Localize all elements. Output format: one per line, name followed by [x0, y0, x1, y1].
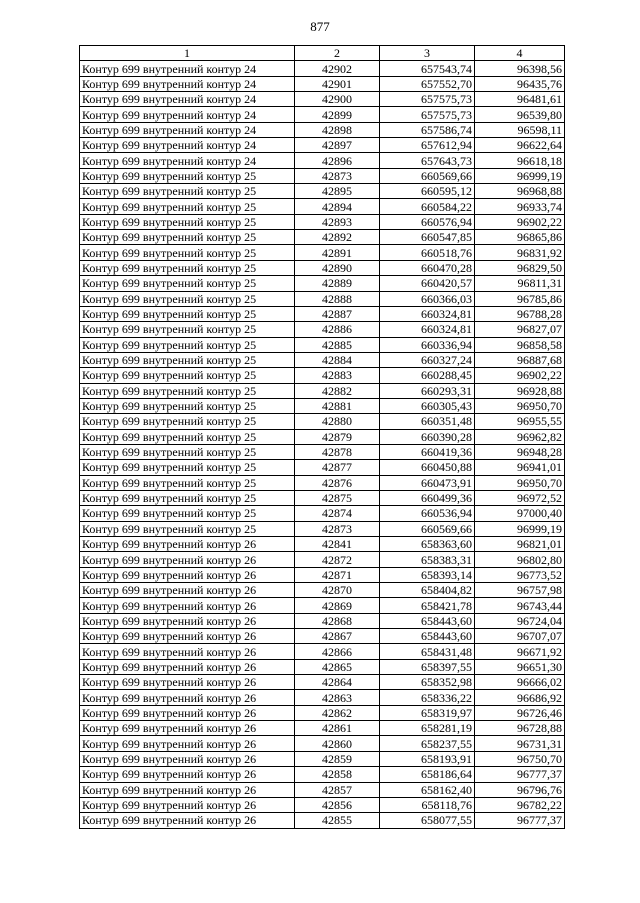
contour-name-cell: Контур 699 внутренний контур 25 [80, 214, 295, 229]
table-row [80, 322, 565, 337]
x-coordinate-cell: 660547,85 [380, 230, 475, 245]
table-row [80, 92, 565, 107]
contour-name-cell: Контур 699 внутренний контур 26 [80, 782, 295, 797]
point-number-cell: 42887 [295, 306, 380, 321]
contour-name-cell: Контур 699 внутренний контур 26 [80, 613, 295, 628]
x-coordinate-cell: 660450,88 [380, 460, 475, 475]
y-coordinate-cell: 96941,01 [475, 460, 565, 475]
contour-name-cell: Контур 699 внутренний контур 24 [80, 138, 295, 153]
point-number-cell: 42859 [295, 751, 380, 766]
contour-name-cell: Контур 699 внутренний контур 25 [80, 306, 295, 321]
x-coordinate-cell: 660288,45 [380, 368, 475, 383]
table-row [80, 168, 565, 183]
contour-name-cell: Контур 699 внутренний контур 26 [80, 675, 295, 690]
column-header: 3 [380, 46, 475, 61]
y-coordinate-cell: 96398,56 [475, 61, 565, 76]
y-coordinate-cell: 96728,88 [475, 721, 565, 736]
y-coordinate-cell: 96757,98 [475, 583, 565, 598]
x-coordinate-cell: 658443,60 [380, 629, 475, 644]
x-coordinate-cell: 658397,55 [380, 659, 475, 674]
x-coordinate-cell: 660327,24 [380, 352, 475, 367]
y-coordinate-cell: 96598,11 [475, 122, 565, 137]
table-row [80, 122, 565, 137]
x-coordinate-cell: 660576,94 [380, 214, 475, 229]
point-number-cell: 42870 [295, 583, 380, 598]
x-coordinate-cell: 660518,76 [380, 245, 475, 260]
contour-name-cell: Контур 699 внутренний контур 25 [80, 322, 295, 337]
y-coordinate-cell: 96999,19 [475, 521, 565, 536]
table-row [80, 368, 565, 383]
contour-name-cell: Контур 699 внутренний контур 26 [80, 552, 295, 567]
table-row [80, 583, 565, 598]
point-number-cell: 42898 [295, 122, 380, 137]
coordinates-table [79, 45, 565, 829]
contour-name-cell: Контур 699 внутренний контур 26 [80, 598, 295, 613]
point-number-cell: 42885 [295, 337, 380, 352]
y-coordinate-cell: 96773,52 [475, 567, 565, 582]
contour-name-cell: Контур 699 внутренний контур 24 [80, 61, 295, 76]
point-number-cell: 42860 [295, 736, 380, 751]
x-coordinate-cell: 660419,36 [380, 444, 475, 459]
table-row [80, 352, 565, 367]
point-number-cell: 42880 [295, 414, 380, 429]
y-coordinate-cell: 96950,70 [475, 398, 565, 413]
x-coordinate-cell: 660293,31 [380, 383, 475, 398]
point-number-cell: 42883 [295, 368, 380, 383]
x-coordinate-cell: 657552,70 [380, 76, 475, 91]
point-number-cell: 42882 [295, 383, 380, 398]
y-coordinate-cell: 96618,18 [475, 153, 565, 168]
x-coordinate-cell: 658319,97 [380, 705, 475, 720]
point-number-cell: 42872 [295, 552, 380, 567]
table-row [80, 797, 565, 812]
y-coordinate-cell: 96686,92 [475, 690, 565, 705]
x-coordinate-cell: 660366,03 [380, 291, 475, 306]
point-number-cell: 42892 [295, 230, 380, 245]
y-coordinate-cell: 96750,70 [475, 751, 565, 766]
x-coordinate-cell: 660324,81 [380, 322, 475, 337]
column-header: 2 [295, 46, 380, 61]
x-coordinate-cell: 658281,19 [380, 721, 475, 736]
x-coordinate-cell: 658431,48 [380, 644, 475, 659]
contour-name-cell: Контур 699 внутренний контур 25 [80, 245, 295, 260]
contour-name-cell: Контур 699 внутренний контур 26 [80, 690, 295, 705]
x-coordinate-cell: 660305,43 [380, 398, 475, 413]
x-coordinate-cell: 658363,60 [380, 537, 475, 552]
x-coordinate-cell: 658336,22 [380, 690, 475, 705]
point-number-cell: 42856 [295, 797, 380, 812]
point-number-cell: 42900 [295, 92, 380, 107]
x-coordinate-cell: 657575,73 [380, 107, 475, 122]
contour-name-cell: Контур 699 внутренний контур 25 [80, 230, 295, 245]
y-coordinate-cell: 96928,88 [475, 383, 565, 398]
point-number-cell: 42865 [295, 659, 380, 674]
point-number-cell: 42861 [295, 721, 380, 736]
contour-name-cell: Контур 699 внутренний контур 25 [80, 521, 295, 536]
y-coordinate-cell: 96782,22 [475, 797, 565, 812]
contour-name-cell: Контур 699 внутренний контур 24 [80, 76, 295, 91]
contour-name-cell: Контур 699 внутренний контур 25 [80, 291, 295, 306]
table-row [80, 444, 565, 459]
point-number-cell: 42886 [295, 322, 380, 337]
table-row [80, 230, 565, 245]
point-number-cell: 42841 [295, 537, 380, 552]
y-coordinate-cell: 96933,74 [475, 199, 565, 214]
x-coordinate-cell: 660390,28 [380, 429, 475, 444]
y-coordinate-cell: 96731,31 [475, 736, 565, 751]
table-row [80, 552, 565, 567]
contour-name-cell: Контур 699 внутренний контур 24 [80, 92, 295, 107]
point-number-cell: 42869 [295, 598, 380, 613]
point-number-cell: 42855 [295, 813, 380, 828]
y-coordinate-cell: 96858,58 [475, 337, 565, 352]
y-coordinate-cell: 96811,31 [475, 276, 565, 291]
x-coordinate-cell: 660569,66 [380, 168, 475, 183]
contour-name-cell: Контур 699 внутренний контур 24 [80, 107, 295, 122]
x-coordinate-cell: 660536,94 [380, 506, 475, 521]
y-coordinate-cell: 96539,80 [475, 107, 565, 122]
table-row [80, 276, 565, 291]
point-number-cell: 42866 [295, 644, 380, 659]
x-coordinate-cell: 658237,55 [380, 736, 475, 751]
table-row [80, 705, 565, 720]
y-coordinate-cell: 96865,86 [475, 230, 565, 245]
y-coordinate-cell: 96887,68 [475, 352, 565, 367]
x-coordinate-cell: 657612,94 [380, 138, 475, 153]
y-coordinate-cell: 96707,07 [475, 629, 565, 644]
table-row [80, 107, 565, 122]
contour-name-cell: Контур 699 внутренний контур 25 [80, 184, 295, 199]
table-row [80, 782, 565, 797]
y-coordinate-cell: 96724,04 [475, 613, 565, 628]
point-number-cell: 42873 [295, 521, 380, 536]
y-coordinate-cell: 96829,50 [475, 260, 565, 275]
point-number-cell: 42894 [295, 199, 380, 214]
table-row [80, 767, 565, 782]
y-coordinate-cell: 96481,61 [475, 92, 565, 107]
x-coordinate-cell: 658077,55 [380, 813, 475, 828]
table-body [80, 61, 565, 828]
point-number-cell: 42862 [295, 705, 380, 720]
y-coordinate-cell: 96788,28 [475, 306, 565, 321]
contour-name-cell: Контур 699 внутренний контур 25 [80, 368, 295, 383]
x-coordinate-cell: 658118,76 [380, 797, 475, 812]
contour-name-cell: Контур 699 внутренний контур 25 [80, 199, 295, 214]
y-coordinate-cell: 96802,80 [475, 552, 565, 567]
table-header-row [80, 46, 565, 61]
x-coordinate-cell: 657643,73 [380, 153, 475, 168]
point-number-cell: 42884 [295, 352, 380, 367]
x-coordinate-cell: 658404,82 [380, 583, 475, 598]
table-row [80, 721, 565, 736]
point-number-cell: 42868 [295, 613, 380, 628]
x-coordinate-cell: 660473,91 [380, 475, 475, 490]
table-row [80, 429, 565, 444]
x-coordinate-cell: 660336,94 [380, 337, 475, 352]
point-number-cell: 42875 [295, 490, 380, 505]
x-coordinate-cell: 660569,66 [380, 521, 475, 536]
table-row [80, 629, 565, 644]
y-coordinate-cell: 96651,30 [475, 659, 565, 674]
table-row [80, 306, 565, 321]
table-row [80, 214, 565, 229]
column-header: 1 [80, 46, 295, 61]
point-number-cell: 42877 [295, 460, 380, 475]
table-row [80, 61, 565, 76]
x-coordinate-cell: 660499,36 [380, 490, 475, 505]
contour-name-cell: Контур 699 внутренний контур 26 [80, 567, 295, 582]
y-coordinate-cell: 96972,52 [475, 490, 565, 505]
y-coordinate-cell: 96831,92 [475, 245, 565, 260]
table-row [80, 644, 565, 659]
column-header: 4 [475, 46, 565, 61]
table-row [80, 383, 565, 398]
y-coordinate-cell: 97000,40 [475, 506, 565, 521]
x-coordinate-cell: 658421,78 [380, 598, 475, 613]
contour-name-cell: Контур 699 внутренний контур 25 [80, 337, 295, 352]
point-number-cell: 42873 [295, 168, 380, 183]
y-coordinate-cell: 96962,82 [475, 429, 565, 444]
contour-name-cell: Контур 699 внутренний контур 26 [80, 721, 295, 736]
y-coordinate-cell: 96777,37 [475, 767, 565, 782]
table-row [80, 199, 565, 214]
contour-name-cell: Контур 699 внутренний контур 25 [80, 352, 295, 367]
table-row [80, 736, 565, 751]
point-number-cell: 42889 [295, 276, 380, 291]
y-coordinate-cell: 96666,02 [475, 675, 565, 690]
table-row [80, 613, 565, 628]
y-coordinate-cell: 96796,76 [475, 782, 565, 797]
table-row [80, 337, 565, 352]
y-coordinate-cell: 96827,07 [475, 322, 565, 337]
point-number-cell: 42896 [295, 153, 380, 168]
y-coordinate-cell: 96435,76 [475, 76, 565, 91]
table-row [80, 490, 565, 505]
table-row [80, 751, 565, 766]
point-number-cell: 42863 [295, 690, 380, 705]
y-coordinate-cell: 96743,44 [475, 598, 565, 613]
table-row [80, 475, 565, 490]
point-number-cell: 42891 [295, 245, 380, 260]
table-row [80, 138, 565, 153]
contour-name-cell: Контур 699 внутренний контур 26 [80, 659, 295, 674]
contour-name-cell: Контур 699 внутренний контур 26 [80, 736, 295, 751]
point-number-cell: 42874 [295, 506, 380, 521]
point-number-cell: 42888 [295, 291, 380, 306]
table-row [80, 659, 565, 674]
x-coordinate-cell: 658383,31 [380, 552, 475, 567]
x-coordinate-cell: 660595,12 [380, 184, 475, 199]
point-number-cell: 42864 [295, 675, 380, 690]
table-row [80, 76, 565, 91]
point-number-cell: 42897 [295, 138, 380, 153]
contour-name-cell: Контур 699 внутренний контур 25 [80, 398, 295, 413]
contour-name-cell: Контур 699 внутренний контур 26 [80, 644, 295, 659]
y-coordinate-cell: 96968,88 [475, 184, 565, 199]
contour-name-cell: Контур 699 внутренний контур 25 [80, 490, 295, 505]
contour-name-cell: Контур 699 внутренний контур 26 [80, 813, 295, 828]
contour-name-cell: Контур 699 внутренний контур 25 [80, 260, 295, 275]
y-coordinate-cell: 96622,64 [475, 138, 565, 153]
point-number-cell: 42901 [295, 76, 380, 91]
table-row [80, 398, 565, 413]
y-coordinate-cell: 96999,19 [475, 168, 565, 183]
table-row [80, 690, 565, 705]
point-number-cell: 42878 [295, 444, 380, 459]
table-row [80, 460, 565, 475]
contour-name-cell: Контур 699 внутренний контур 25 [80, 168, 295, 183]
y-coordinate-cell: 96821,01 [475, 537, 565, 552]
point-number-cell: 42857 [295, 782, 380, 797]
x-coordinate-cell: 658162,40 [380, 782, 475, 797]
table-row [80, 245, 565, 260]
contour-name-cell: Контур 699 внутренний контур 24 [80, 153, 295, 168]
y-coordinate-cell: 96785,86 [475, 291, 565, 306]
table-row [80, 675, 565, 690]
x-coordinate-cell: 660584,22 [380, 199, 475, 214]
point-number-cell: 42890 [295, 260, 380, 275]
x-coordinate-cell: 658352,98 [380, 675, 475, 690]
point-number-cell: 42867 [295, 629, 380, 644]
table-row [80, 184, 565, 199]
y-coordinate-cell: 96671,92 [475, 644, 565, 659]
table-row [80, 521, 565, 536]
x-coordinate-cell: 658193,91 [380, 751, 475, 766]
y-coordinate-cell: 96950,70 [475, 475, 565, 490]
point-number-cell: 42879 [295, 429, 380, 444]
x-coordinate-cell: 660420,57 [380, 276, 475, 291]
point-number-cell: 42858 [295, 767, 380, 782]
table-row [80, 537, 565, 552]
x-coordinate-cell: 657575,73 [380, 92, 475, 107]
y-coordinate-cell: 96902,22 [475, 368, 565, 383]
table-row [80, 260, 565, 275]
contour-name-cell: Контур 699 внутренний контур 25 [80, 276, 295, 291]
contour-name-cell: Контур 699 внутренний контур 25 [80, 460, 295, 475]
x-coordinate-cell: 660324,81 [380, 306, 475, 321]
x-coordinate-cell: 658443,60 [380, 613, 475, 628]
point-number-cell: 42871 [295, 567, 380, 582]
table-row [80, 598, 565, 613]
contour-name-cell: Контур 699 внутренний контур 25 [80, 414, 295, 429]
y-coordinate-cell: 96726,46 [475, 705, 565, 720]
table-row [80, 506, 565, 521]
x-coordinate-cell: 658186,64 [380, 767, 475, 782]
x-coordinate-cell: 660351,48 [380, 414, 475, 429]
page-number: 877 [310, 19, 330, 34]
contour-name-cell: Контур 699 внутренний контур 26 [80, 797, 295, 812]
point-number-cell: 42899 [295, 107, 380, 122]
contour-name-cell: Контур 699 внутренний контур 26 [80, 751, 295, 766]
contour-name-cell: Контур 699 внутренний контур 26 [80, 705, 295, 720]
point-number-cell: 42902 [295, 61, 380, 76]
x-coordinate-cell: 660470,28 [380, 260, 475, 275]
point-number-cell: 42895 [295, 184, 380, 199]
contour-name-cell: Контур 699 внутренний контур 26 [80, 537, 295, 552]
point-number-cell: 42893 [295, 214, 380, 229]
table-row [80, 414, 565, 429]
contour-name-cell: Контур 699 внутренний контур 25 [80, 475, 295, 490]
x-coordinate-cell: 657586,74 [380, 122, 475, 137]
point-number-cell: 42876 [295, 475, 380, 490]
contour-name-cell: Контур 699 внутренний контур 24 [80, 122, 295, 137]
contour-name-cell: Контур 699 внутренний контур 26 [80, 767, 295, 782]
point-number-cell: 42881 [295, 398, 380, 413]
x-coordinate-cell: 658393,14 [380, 567, 475, 582]
contour-name-cell: Контур 699 внутренний контур 26 [80, 629, 295, 644]
x-coordinate-cell: 657543,74 [380, 61, 475, 76]
contour-name-cell: Контур 699 внутренний контур 25 [80, 383, 295, 398]
y-coordinate-cell: 96955,55 [475, 414, 565, 429]
contour-name-cell: Контур 699 внутренний контур 26 [80, 583, 295, 598]
contour-name-cell: Контур 699 внутренний контур 25 [80, 506, 295, 521]
contour-name-cell: Контур 699 внутренний контур 25 [80, 444, 295, 459]
y-coordinate-cell: 96777,37 [475, 813, 565, 828]
table-row [80, 153, 565, 168]
y-coordinate-cell: 96948,28 [475, 444, 565, 459]
table-row [80, 813, 565, 828]
contour-name-cell: Контур 699 внутренний контур 25 [80, 429, 295, 444]
y-coordinate-cell: 96902,22 [475, 214, 565, 229]
table-row [80, 567, 565, 582]
table-row [80, 291, 565, 306]
